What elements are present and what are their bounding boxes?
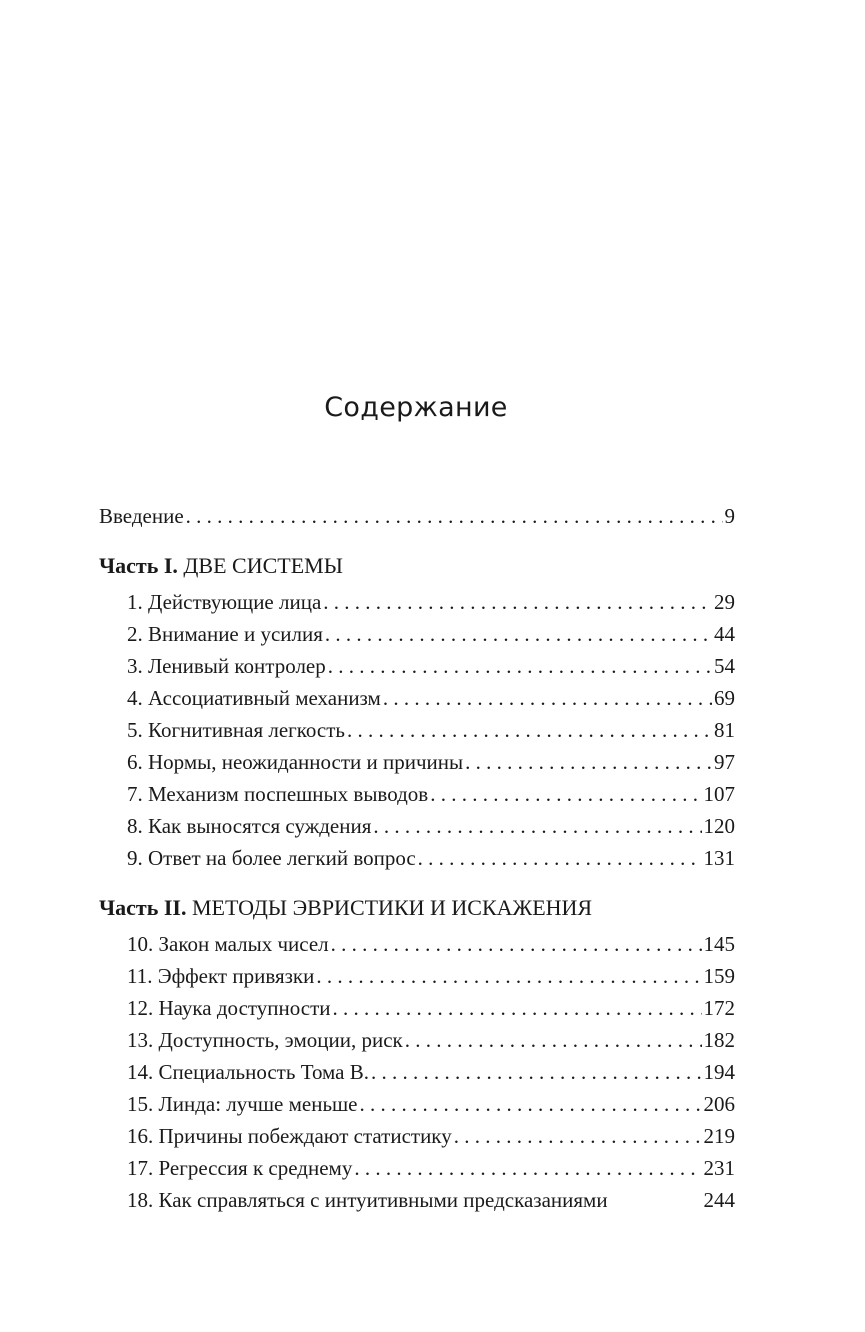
dot-leader bbox=[325, 618, 712, 650]
dot-leader bbox=[465, 746, 712, 778]
dot-leader bbox=[360, 1088, 702, 1120]
toc-entry-chapter[interactable] bbox=[99, 1120, 735, 1152]
toc-entry-page: 244 bbox=[703, 1188, 735, 1212]
toc-entry-label: 7. Механизм поспешных выводов bbox=[127, 782, 429, 806]
toc-entry-chapter[interactable] bbox=[99, 746, 735, 778]
toc-entry-page: 54 bbox=[714, 654, 735, 678]
toc-entry-label: 12. Наука доступности bbox=[127, 996, 331, 1020]
toc-entry-label: 3. Ленивый контролер bbox=[127, 654, 326, 678]
chapter-list bbox=[99, 928, 735, 1216]
toc-entry-label: 13. Доступность, эмоции, риск bbox=[127, 1028, 403, 1052]
dot-leader bbox=[418, 842, 702, 874]
dot-leader bbox=[373, 810, 701, 842]
toc-entry-label: 18. Как справляться с интуитивными предсказаниями bbox=[127, 1188, 608, 1212]
toc-entry-label: 9. Ответ на более легкий вопрос bbox=[127, 846, 416, 870]
toc-entry-page: 131 bbox=[703, 846, 735, 870]
toc-entry-page: 81 bbox=[714, 718, 735, 742]
toc-entry-label: 5. Когнитивная легкость bbox=[127, 718, 345, 742]
part-heading bbox=[99, 550, 735, 582]
toc-entry-chapter[interactable] bbox=[99, 928, 735, 960]
part-label: Часть II. bbox=[99, 895, 187, 920]
toc-entry-chapter[interactable] bbox=[99, 810, 735, 842]
toc-entry-label: 14. Специальность Тома В. bbox=[127, 1060, 370, 1084]
dot-leader bbox=[347, 714, 712, 746]
part-label: Часть I. bbox=[99, 553, 178, 578]
toc-entry-chapter[interactable] bbox=[99, 960, 735, 992]
dot-leader bbox=[186, 500, 723, 532]
toc-entry-label: Введение bbox=[99, 504, 184, 528]
toc-entry-chapter[interactable] bbox=[99, 1056, 735, 1088]
toc-entry-chapter[interactable] bbox=[99, 1152, 735, 1184]
dot-leader bbox=[454, 1120, 702, 1152]
toc-entry-page: 69 bbox=[714, 686, 735, 710]
toc-entry-chapter[interactable] bbox=[99, 778, 735, 810]
part-heading bbox=[99, 892, 735, 924]
toc-entry-page: 97 bbox=[714, 750, 735, 774]
page-title: Содержание bbox=[324, 392, 508, 423]
dot-leader bbox=[316, 960, 701, 992]
toc-entry-chapter[interactable] bbox=[99, 714, 735, 746]
toc-entry-page: 182 bbox=[703, 1028, 735, 1052]
toc-entry-chapter[interactable] bbox=[99, 618, 735, 650]
dot-leader bbox=[323, 586, 712, 618]
toc-entry-chapter[interactable] bbox=[99, 682, 735, 714]
toc-entry-chapter[interactable] bbox=[99, 1024, 735, 1056]
toc-entry-label: 8. Как выносятся суждения bbox=[127, 814, 372, 838]
toc-entry-label: 2. Внимание и усилия bbox=[127, 622, 323, 646]
toc-entry-chapter[interactable] bbox=[99, 992, 735, 1024]
toc-entry-page: 107 bbox=[703, 782, 735, 806]
toc-entry-label: 1. Действующие лица bbox=[127, 590, 322, 614]
chapter-list bbox=[99, 586, 735, 874]
toc-entry-page: 194 bbox=[703, 1060, 735, 1084]
toc-entry-label: 4. Ассоциативный механизм bbox=[127, 686, 381, 710]
toc-entry-label: 6. Нормы, неожиданности и причины bbox=[127, 750, 464, 774]
toc-entry-page: 172 bbox=[703, 996, 735, 1020]
toc-entry-page: 219 bbox=[703, 1124, 735, 1148]
toc-entry-label: 15. Линда: лучше меньше bbox=[127, 1092, 358, 1116]
dot-leader bbox=[371, 1056, 701, 1088]
toc-entry-page: 29 bbox=[714, 590, 735, 614]
dot-leader bbox=[354, 1152, 701, 1184]
toc-entry-chapter[interactable] bbox=[99, 650, 735, 682]
toc-part-1 bbox=[99, 550, 735, 874]
toc-entry-page: 120 bbox=[703, 814, 735, 838]
toc-entry-page: 231 bbox=[703, 1156, 735, 1180]
toc-part-2 bbox=[99, 892, 735, 1216]
toc-entry-page: 9 bbox=[724, 504, 735, 528]
toc-entry-chapter[interactable] bbox=[99, 1088, 735, 1120]
part-title: ДВЕ СИСТЕМЫ bbox=[183, 553, 343, 578]
table-of-contents bbox=[99, 500, 735, 1216]
dot-leader bbox=[331, 928, 702, 960]
dot-leader bbox=[430, 778, 701, 810]
dot-leader bbox=[333, 992, 702, 1024]
toc-entry-page: 159 bbox=[703, 964, 735, 988]
part-title: МЕТОДЫ ЭВРИСТИКИ И ИСКАЖЕНИЯ bbox=[191, 895, 593, 920]
toc-entry-chapter[interactable] bbox=[99, 1184, 735, 1216]
dot-leader bbox=[405, 1024, 702, 1056]
toc-entry-label: 16. Причины побеждают статистику bbox=[127, 1124, 452, 1148]
toc-entry-chapter[interactable] bbox=[99, 842, 735, 874]
toc-entry-page: 206 bbox=[703, 1092, 735, 1116]
toc-entry-page: 44 bbox=[714, 622, 735, 646]
toc-entry-label: 11. Эффект привязки bbox=[127, 964, 315, 988]
toc-entry-label: 17. Регрессия к среднему bbox=[127, 1156, 353, 1180]
toc-entry-chapter[interactable] bbox=[99, 586, 735, 618]
toc-entry-label: 10. Закон малых чисел bbox=[127, 932, 329, 956]
toc-entry-intro[interactable] bbox=[99, 500, 735, 532]
dot-leader bbox=[383, 682, 712, 714]
toc-entry-page: 145 bbox=[703, 932, 735, 956]
dot-leader bbox=[328, 650, 712, 682]
